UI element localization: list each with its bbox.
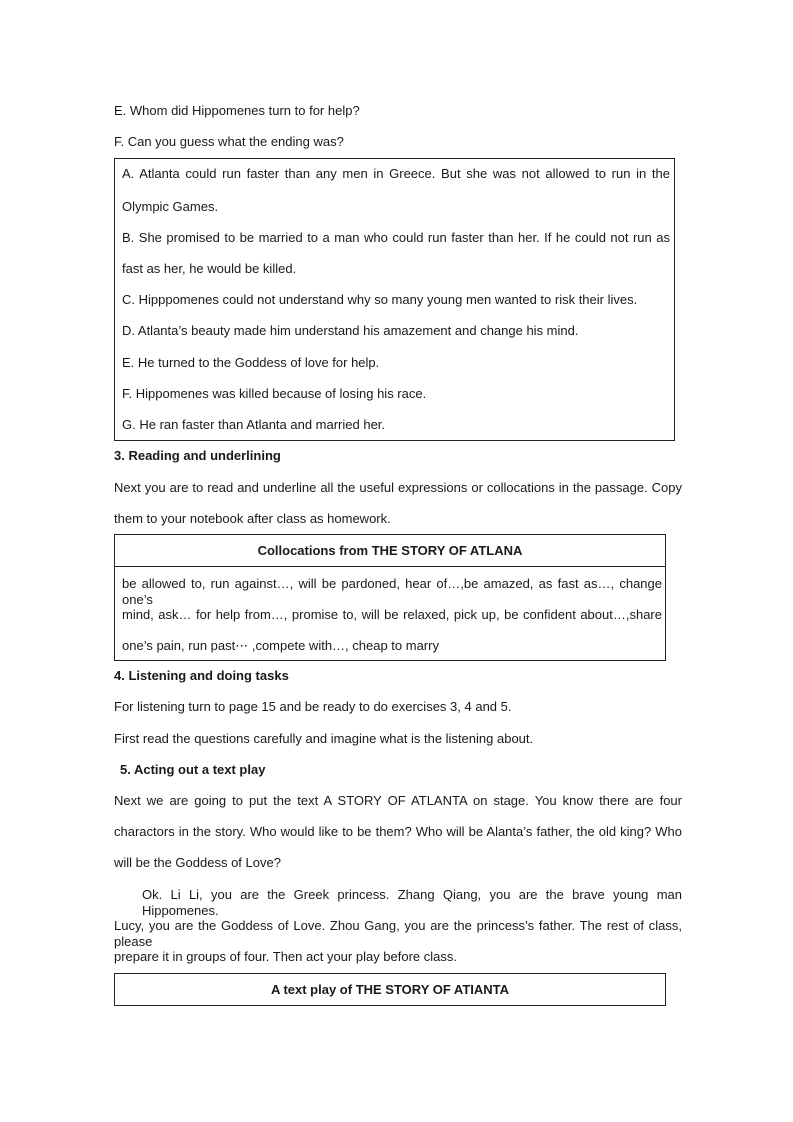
section-3-text: Next you are to read and underline all the useful expressions or collocations in the passage. Copy (114, 480, 682, 495)
section-5-text: will be the Goddess of Love? (114, 855, 281, 870)
collocation-line: be allowed to, run against…, will be pardoned, hear of…,be amazed, as fast as…, change one’s (122, 576, 662, 607)
section-4-heading: 4. Listening and doing tasks (114, 668, 289, 683)
answer-line: E. He turned to the Goddess of love for help. (122, 355, 380, 370)
question-f: F. Can you guess what the ending was? (114, 134, 344, 149)
section-4-text: For listening turn to page 15 and be ready to do exercises 3, 4 and 5. (114, 699, 512, 714)
answer-line: B. She promised to be married to a man who could run faster than her. If he could not run as (122, 230, 670, 245)
section-3-heading: 3. Reading and underlining (114, 448, 281, 463)
question-e: E. Whom did Hippomenes turn to for help? (114, 103, 360, 118)
section-5-text: Next we are going to put the text A STORY OF ATLANTA on stage. You know there are four (114, 793, 682, 808)
divider (115, 566, 665, 567)
collocation-line: mind, ask… for help from…, promise to, will be relaxed, pick up, be confident about…,share (122, 607, 662, 622)
answers-box (114, 158, 675, 441)
collocations-title: Collocations from THE STORY OF ATLANA (257, 543, 523, 558)
answer-line: G. He ran faster than Atlanta and married her. (122, 417, 386, 432)
collocations-box (114, 534, 666, 661)
answer-line: Olympic Games. (122, 199, 219, 214)
section-5-text: Lucy, you are the Goddess of Love. Zhou Gang, you are the princess’s father. The rest of class, please (114, 918, 682, 949)
section-3-text: them to your notebook after class as homework. (114, 511, 391, 526)
section-5-text: charactors in the story. Who would like to be them? Who will be Alanta’s father, the old king? Who (114, 824, 682, 839)
text-play-title: A text play of THE STORY OF ATIANTA (270, 982, 510, 997)
answer-line: D. Atlanta’s beauty made him understand his amazement and change his mind. (122, 323, 579, 338)
collocation-line: one’s pain, run past⋯ ,compete with…, cheap to marry (122, 638, 439, 653)
answer-line: A. Atlanta could run faster than any men in Greece. But she was not allowed to run in the (122, 166, 670, 181)
answer-line: fast as her, he would be killed. (122, 261, 297, 276)
text-play-box (114, 973, 666, 1006)
section-5-heading: 5. Acting out a text play (120, 762, 266, 777)
answer-line: C. Hipppomenes could not understand why so many young men wanted to risk their lives. (122, 292, 638, 307)
answer-line: F. Hippomenes was killed because of losing his race. (122, 386, 427, 401)
section-4-text: First read the questions carefully and imagine what is the listening about. (114, 731, 534, 746)
section-5-text: Ok. Li Li, you are the Greek princess. Zhang Qiang, you are the brave young man Hippomenes. (142, 887, 682, 918)
section-5-text: prepare it in groups of four. Then act your play before class. (114, 949, 458, 964)
